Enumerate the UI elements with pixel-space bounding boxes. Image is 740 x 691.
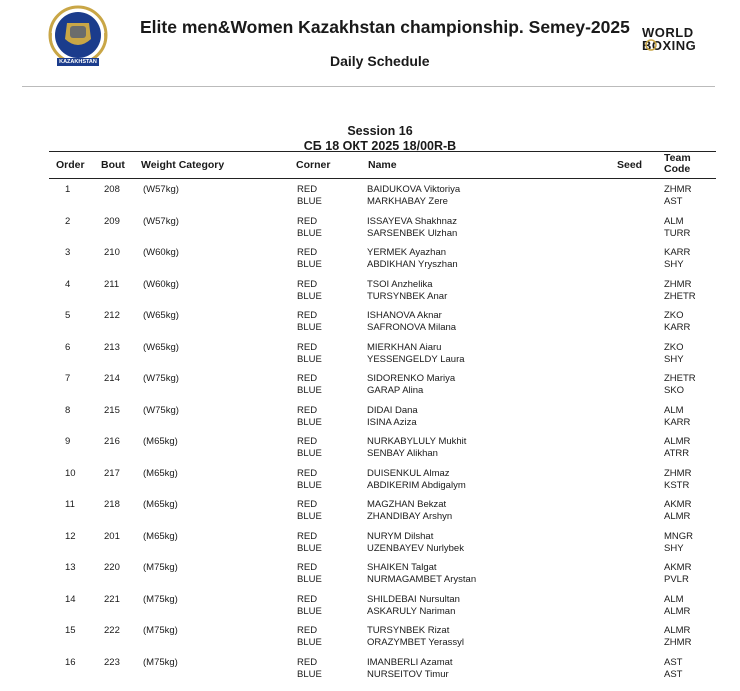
corner-blue: BLUE [297,511,322,522]
order-cell: 9 [65,436,71,447]
blue-boxer-name: GARAP Alina [367,385,424,396]
col-corner: Corner [296,159,331,171]
col-name: Name [368,159,397,171]
bout-cell: 209 [104,215,120,227]
weight-cell: (M75kg) [143,593,178,605]
blue-boxer-name: NURSEITOV Timur [367,668,449,680]
session-date: СБ 18 ОКТ 2025 18/00R-B [303,139,457,153]
world-boxing-logo [642,25,714,55]
order-cell: 5 [65,310,71,321]
order-cell: 2 [65,215,71,227]
red-team-code: ALM [664,593,684,605]
corner-red: RED [297,310,318,321]
weight-cell: (W57kg) [143,184,179,195]
col-order: Order [56,159,85,171]
red-team-code: KARR [664,247,691,258]
bout-cell: 223 [104,656,120,668]
blue-team-code: AST [664,196,683,207]
red-boxer-name: IMANBERLI Azamat [367,656,453,668]
blue-team-code: KARR [664,322,691,333]
blue-team-code: AST [664,668,683,680]
order-cell: 14 [65,593,76,605]
blue-boxer-name: ZHANDIBAY Arshyn [367,511,453,522]
blue-boxer-name: ISINA Aziza [367,416,417,428]
bout-cell: 213 [104,341,120,353]
order-cell: 4 [65,278,71,290]
col-team-line2: Code [664,163,691,175]
corner-blue: BLUE [297,227,322,239]
weight-cell: (W60kg) [143,247,179,258]
bout-cell: 211 [104,278,120,290]
corner-blue: BLUE [297,290,322,302]
blue-boxer-name: NURMAGAMBET Arystan [367,574,477,585]
blue-boxer-name: MARKHABAY Zere [367,196,448,207]
blue-team-code: ZHMR [664,637,692,648]
blue-boxer-name: ASKARULY Nariman [367,605,456,617]
corner-red: RED [297,499,318,510]
order-cell: 16 [65,656,76,668]
col-bout: Bout [101,159,125,171]
blue-boxer-name: ABDIKHAN Yryszhan [367,259,458,270]
corner-blue: BLUE [297,353,322,365]
weight-cell: (M65kg) [143,436,178,447]
bout-cell: 210 [104,247,120,258]
blue-team-code: ALMR [664,511,691,522]
bout-cell: 208 [104,184,120,195]
red-boxer-name: BAIDUKOVA Viktoriya [367,184,461,195]
blue-team-code: SHY [664,542,684,554]
red-boxer-name: ISHANOVA Aknar [367,310,442,321]
red-boxer-name: MIERKHAN Aiaru [367,341,442,353]
blue-team-code: SHY [664,353,684,365]
blue-team-code: ATRR [664,448,690,459]
corner-red: RED [297,436,318,447]
order-cell: 6 [65,341,71,353]
weight-cell: (M75kg) [143,656,178,668]
weight-cell: (W65kg) [143,341,179,353]
weight-cell: (M65kg) [143,499,178,510]
blue-boxer-name: SENBAY Alikhan [367,448,438,459]
corner-blue: BLUE [297,637,322,648]
corner-red: RED [297,373,318,384]
red-team-code: ALM [664,215,684,227]
red-boxer-name: YERMEK Ayazhan [367,247,447,258]
federation-logo [47,3,109,79]
blue-boxer-name: ABDIKERIM Abdigalym [367,479,466,491]
blue-team-code: KARR [664,416,691,428]
red-boxer-name: SHAIKEN Talgat [367,562,437,573]
corner-red: RED [297,341,318,353]
document-subtitle: Daily Schedule [330,53,430,69]
bout-cell: 216 [104,436,120,447]
bout-cell: 220 [104,562,120,573]
corner-blue: BLUE [297,322,322,333]
blue-boxer-name: ORAZYMBET Yerassyl [367,637,464,648]
order-cell: 8 [65,404,71,416]
corner-blue: BLUE [297,605,322,617]
red-team-code: ZHETR [664,373,696,384]
corner-red: RED [297,562,318,573]
corner-blue: BLUE [297,574,322,585]
weight-cell: (W75kg) [143,373,179,384]
corner-red: RED [297,467,318,479]
red-boxer-name: TURSYNBEK Rizat [367,625,450,636]
bout-cell: 217 [104,467,120,479]
bout-cell: 218 [104,499,120,510]
logo-text: KAZAKHSTAN [59,59,97,65]
bout-cell: 222 [104,625,120,636]
blue-team-code: ZHETR [664,290,696,302]
blue-team-code: SKO [664,385,685,396]
corner-red: RED [297,278,318,290]
corner-red: RED [297,247,318,258]
corner-red: RED [297,530,318,542]
weight-cell: (M75kg) [143,625,178,636]
corner-blue: BLUE [297,259,322,270]
red-boxer-name: NURKABYLULY Mukhit [367,436,467,447]
red-team-code: AKMR [664,499,692,510]
red-team-code: ALMR [664,625,691,636]
blue-team-code: PVLR [664,574,689,585]
bout-cell: 221 [104,593,120,605]
corner-red: RED [297,593,318,605]
weight-cell: (M75kg) [143,562,178,573]
red-team-code: MNGR [664,530,694,542]
document-title: Elite men&Women Kazakhstan championship. Semey-2025 [140,17,630,37]
red-team-code: ZHMR [664,467,692,479]
order-cell: 13 [65,562,76,573]
red-boxer-name: MAGZHAN Bekzat [367,499,447,510]
red-team-code: ZKO [664,310,684,321]
blue-boxer-name: TURSYNBEK Anar [367,290,448,302]
red-team-code: AST [664,656,683,668]
blue-boxer-name: SAFRONOVA Milana [367,322,457,333]
red-team-code: ZKO [664,341,684,353]
red-team-code: ZHMR [664,184,692,195]
corner-blue: BLUE [297,668,322,680]
corner-blue: BLUE [297,385,322,396]
corner-red: RED [297,404,318,416]
corner-red: RED [297,625,318,636]
col-weight: Weight Category [141,159,225,171]
red-team-code: ZHMR [664,278,692,290]
blue-boxer-name: YESSENGELDY Laura [367,353,465,365]
blue-team-code: SHY [664,259,684,270]
session-title: Session 16 [347,124,413,138]
corner-red: RED [297,184,318,195]
weight-cell: (W65kg) [143,310,179,321]
corner-blue: BLUE [297,196,322,207]
red-boxer-name: ISSAYEVA Shakhnaz [367,215,457,227]
weight-cell: (W60kg) [143,278,179,290]
corner-red: RED [297,215,318,227]
weight-cell: (W75kg) [143,404,179,416]
col-seed: Seed [617,159,643,171]
corner-blue: BLUE [297,416,322,428]
weight-cell: (M65kg) [143,467,178,479]
red-team-code: ALMR [664,436,691,447]
red-boxer-name: NURYM Dilshat [367,530,434,542]
blue-team-code: TURR [664,227,691,239]
blue-team-code: KSTR [664,479,690,491]
logo-line-boxing: BOXING [642,38,697,53]
bout-cell: 214 [104,373,120,384]
order-cell: 3 [65,247,71,258]
corner-blue: BLUE [297,542,322,554]
weight-cell: (W57kg) [143,215,179,227]
red-boxer-name: TSOI Anzhelika [367,278,433,290]
red-boxer-name: DUISENKUL Almaz [367,467,450,479]
order-cell: 10 [65,467,76,479]
order-cell: 12 [65,530,76,542]
corner-blue: BLUE [297,479,322,491]
red-team-code: AKMR [664,562,692,573]
header-divider [22,86,715,87]
red-boxer-name: SHILDEBAI Nursultan [367,593,460,605]
order-cell: 11 [65,499,75,510]
blue-team-code: ALMR [664,605,691,617]
order-cell: 1 [65,184,71,195]
blue-boxer-name: UZENBAYEV Nurlybek [367,542,464,554]
corner-blue: BLUE [297,448,322,459]
bout-cell: 212 [104,310,120,321]
order-cell: 15 [65,625,76,636]
corner-red: RED [297,656,318,668]
logo-line-world: WORLD [642,25,694,40]
red-boxer-name: DIDAI Dana [367,404,418,416]
order-cell: 7 [65,373,71,384]
bout-cell: 215 [104,404,120,416]
red-boxer-name: SIDORENKO Mariya [367,373,456,384]
blue-boxer-name: SARSENBEK Ulzhan [367,227,458,239]
red-team-code: ALM [664,404,684,416]
weight-cell: (M65kg) [143,530,178,542]
bout-cell: 201 [104,530,120,542]
col-team-line1: Team [664,152,691,164]
